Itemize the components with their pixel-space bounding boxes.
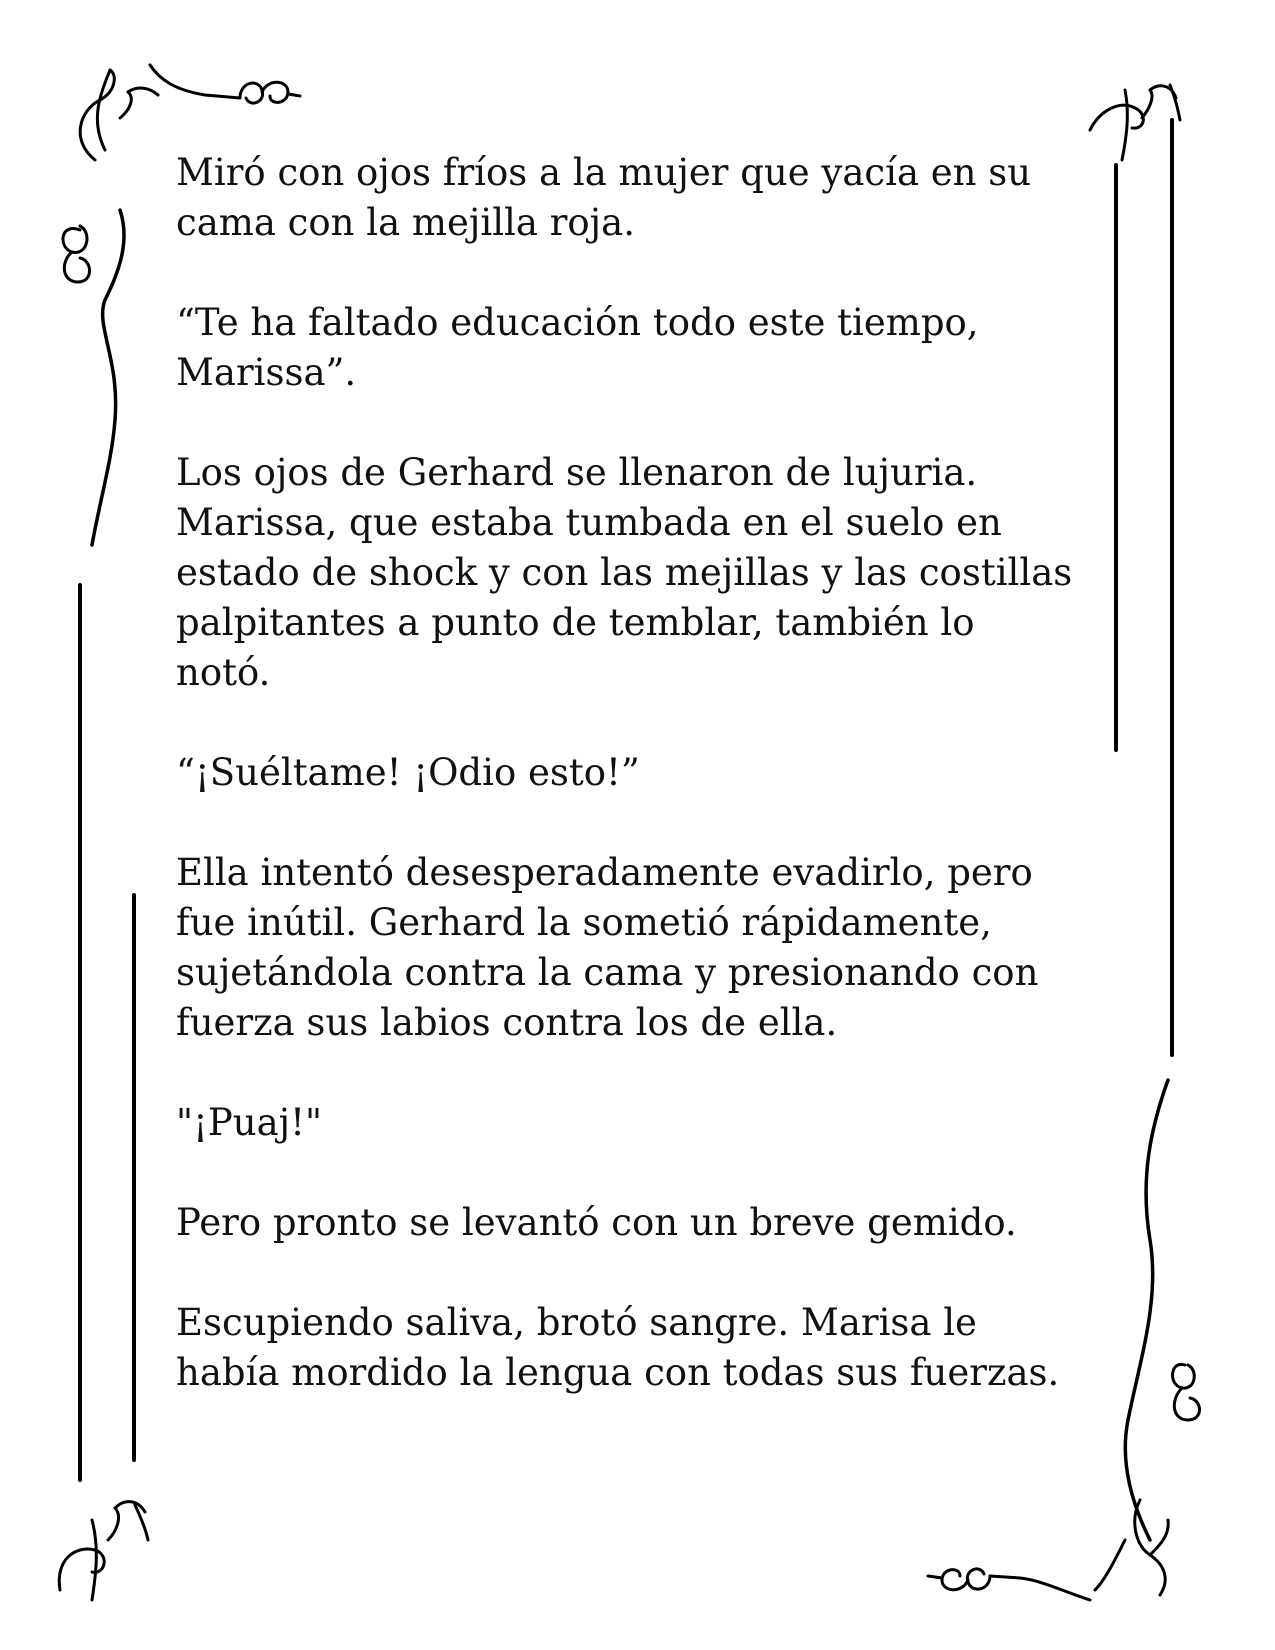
- paragraph: Escupiendo saliva, brotó sangre. Marisa le había mordido la lengua con todas sus fuerzas.: [176, 1301, 1060, 1394]
- paragraph: Pero pronto se levantó con un breve gemido.: [176, 1201, 1017, 1244]
- document-body: [176, 148, 1096, 1448]
- paragraph: Los ojos de Gerhard se llenaron de lujuria. Marissa, que estaba tumbada en el suelo en estado de shock y con las mejillas y las costillas palpitantes a punto de temblar, también lo notó.: [176, 451, 1073, 694]
- paragraph: “Te ha faltado educación todo este tiempo, Marissa”.: [176, 301, 979, 394]
- paragraph: "¡Puaj!": [176, 1101, 323, 1144]
- top-right-flourish: [1090, 85, 1180, 160]
- bottom-left-flourish: [59, 1502, 148, 1600]
- paragraph: Ella intentó desesperadamente evadirlo, pero fue inútil. Gerhard la sometió rápidamente, sujetándola contra la cama y presionando con fuerza sus labios contra los de ella.: [176, 851, 1039, 1044]
- paragraph: Miró con ojos fríos a la mujer que yacía en su cama con la mejilla roja.: [176, 151, 1032, 244]
- right-border-lines: [1116, 120, 1172, 1055]
- paragraph: “¡Suéltame! ¡Odio esto!”: [176, 751, 640, 794]
- left-border-lines: [80, 585, 134, 1480]
